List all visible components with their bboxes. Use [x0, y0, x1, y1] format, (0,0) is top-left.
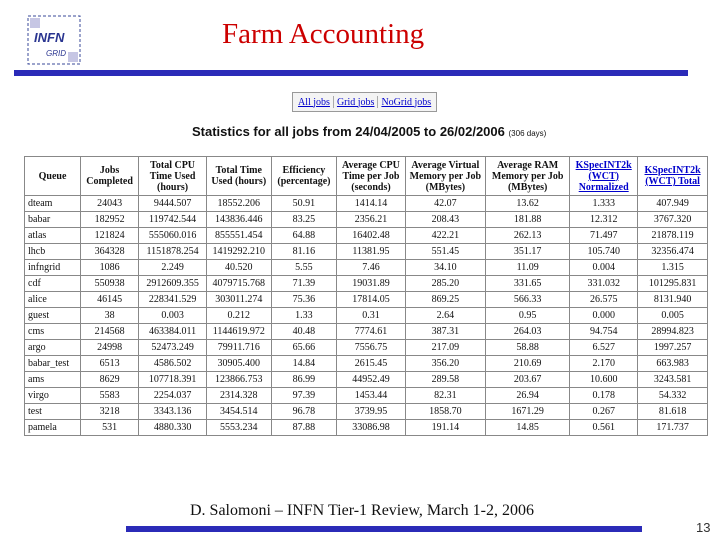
queue-name-cell: test — [25, 404, 80, 419]
table-cell: 9444.507 — [139, 196, 206, 211]
table-cell: 550938 — [81, 276, 138, 291]
table-cell: 303011.274 — [207, 292, 270, 307]
table-cell: 1144619.972 — [207, 324, 270, 339]
table-cell: 1151878.254 — [139, 244, 206, 259]
table-cell: 42.07 — [406, 196, 486, 211]
table-row — [25, 244, 707, 259]
table-cell: 75.36 — [272, 292, 337, 307]
table-cell: 4079715.768 — [207, 276, 270, 291]
table-cell: 2912609.355 — [139, 276, 206, 291]
table-cell: 2.64 — [406, 308, 486, 323]
table-row — [25, 196, 707, 211]
table-cell: 6.527 — [570, 340, 637, 355]
table-cell: 171.737 — [638, 420, 707, 435]
table-cell: 331.65 — [486, 276, 569, 291]
job-filter-tabs — [292, 92, 437, 112]
table-cell: 214568 — [81, 324, 138, 339]
table-cell: 107718.391 — [139, 372, 206, 387]
table-cell: 21878.119 — [638, 228, 707, 243]
table-cell: 26.94 — [486, 388, 569, 403]
table-cell: 1997.257 — [638, 340, 707, 355]
table-cell: 463384.011 — [139, 324, 206, 339]
table-cell: 3218 — [81, 404, 138, 419]
table-cell: 364328 — [81, 244, 138, 259]
table-cell: 331.032 — [570, 276, 637, 291]
table-cell: 663.983 — [638, 356, 707, 371]
table-cell: 2.170 — [570, 356, 637, 371]
statistics-title: Statistics for all jobs from 24/04/2005 to 26/02/2006 — [192, 124, 505, 139]
infn-grid-logo — [26, 14, 82, 66]
queue-name-cell: infngrid — [25, 260, 80, 275]
table-cell: 3243.581 — [638, 372, 707, 387]
table-cell: 3343.136 — [139, 404, 206, 419]
top-rule — [14, 70, 688, 76]
table-cell: 2314.328 — [207, 388, 270, 403]
tab-grid-jobs[interactable]: Grid jobs — [336, 96, 375, 108]
table-cell: 2.249 — [139, 260, 206, 275]
table-cell: 19031.89 — [337, 276, 404, 291]
queue-name-cell: atlas — [25, 228, 80, 243]
column-header[interactable]: KSpecINT2k (WCT) Normalized — [570, 157, 637, 195]
table-cell: 1419292.210 — [207, 244, 270, 259]
table-cell: 87.88 — [272, 420, 337, 435]
table-cell: 81.16 — [272, 244, 337, 259]
table-cell: 7774.61 — [337, 324, 404, 339]
table-cell: 79911.716 — [207, 340, 270, 355]
column-header: Total CPU Time Used (hours) — [139, 157, 206, 195]
table-cell: 7556.75 — [337, 340, 404, 355]
statistics-heading — [192, 124, 546, 139]
table-cell: 58.88 — [486, 340, 569, 355]
column-header: Efficiency (percentage) — [272, 157, 337, 195]
column-header[interactable]: KSpecINT2k (WCT) Total — [638, 157, 707, 195]
table-cell: 3454.514 — [207, 404, 270, 419]
queue-name-cell: cms — [25, 324, 80, 339]
table-cell: 181.88 — [486, 212, 569, 227]
table-header-row — [25, 157, 707, 195]
table-cell: 119742.544 — [139, 212, 206, 227]
table-cell: 71.39 — [272, 276, 337, 291]
table-cell: 50.91 — [272, 196, 337, 211]
table-cell: 217.09 — [406, 340, 486, 355]
table-cell: 38 — [81, 308, 138, 323]
queue-name-cell: cdf — [25, 276, 80, 291]
table-cell: 855551.454 — [207, 228, 270, 243]
table-cell: 3739.95 — [337, 404, 404, 419]
table-cell: 351.17 — [486, 244, 569, 259]
table-cell: 0.95 — [486, 308, 569, 323]
queue-name-cell: pamela — [25, 420, 80, 435]
table-cell: 11381.95 — [337, 244, 404, 259]
table-row — [25, 212, 707, 227]
table-cell: 24998 — [81, 340, 138, 355]
table-cell: 14.85 — [486, 420, 569, 435]
table-cell: 531 — [81, 420, 138, 435]
table-cell: 289.58 — [406, 372, 486, 387]
bottom-rule — [126, 526, 642, 532]
table-cell: 121824 — [81, 228, 138, 243]
table-cell: 32356.474 — [638, 244, 707, 259]
table-cell: 8131.940 — [638, 292, 707, 307]
table-row — [25, 276, 707, 291]
table-cell: 0.003 — [139, 308, 206, 323]
table-cell: 65.66 — [272, 340, 337, 355]
table-cell: 14.84 — [272, 356, 337, 371]
table-cell: 869.25 — [406, 292, 486, 307]
table-cell: 0.267 — [570, 404, 637, 419]
table-cell: 1858.70 — [406, 404, 486, 419]
column-header: Average RAM Memory per Job (MBytes) — [486, 157, 569, 195]
column-header: Average CPU Time per Job (seconds) — [337, 157, 404, 195]
table-cell: 407.949 — [638, 196, 707, 211]
queue-name-cell: dteam — [25, 196, 80, 211]
table-cell: 0.31 — [337, 308, 404, 323]
table-cell: 28994.823 — [638, 324, 707, 339]
table-row — [25, 308, 707, 323]
table-row — [25, 388, 707, 403]
queue-name-cell: alice — [25, 292, 80, 307]
table-cell: 0.004 — [570, 260, 637, 275]
table-cell: 2356.21 — [337, 212, 404, 227]
table-row — [25, 340, 707, 355]
footer-text: D. Salomoni – INFN Tier-1 Review, March 1-2, 2006 — [190, 502, 534, 519]
table-cell: 18552.206 — [207, 196, 270, 211]
table-cell: 17814.05 — [337, 292, 404, 307]
table-cell: 44952.49 — [337, 372, 404, 387]
tab-separator — [377, 96, 378, 108]
table-cell: 264.03 — [486, 324, 569, 339]
table-cell: 105.740 — [570, 244, 637, 259]
queue-name-cell: lhcb — [25, 244, 80, 259]
table-row — [25, 260, 707, 275]
table-cell: 40.520 — [207, 260, 270, 275]
table-row — [25, 356, 707, 371]
table-cell: 551.45 — [406, 244, 486, 259]
table-cell: 0.178 — [570, 388, 637, 403]
table-cell: 81.618 — [638, 404, 707, 419]
table-cell: 94.754 — [570, 324, 637, 339]
table-cell: 0.561 — [570, 420, 637, 435]
column-header: Queue — [25, 157, 80, 195]
column-header: Jobs Completed — [81, 157, 138, 195]
table-cell: 1453.44 — [337, 388, 404, 403]
table-cell: 182952 — [81, 212, 138, 227]
table-cell: 285.20 — [406, 276, 486, 291]
table-row — [25, 372, 707, 387]
queue-name-cell: babar — [25, 212, 80, 227]
table-cell: 3767.320 — [638, 212, 707, 227]
tab-separator — [333, 96, 334, 108]
table-cell: 2615.45 — [337, 356, 404, 371]
table-cell: 40.48 — [272, 324, 337, 339]
table-cell: 16402.48 — [337, 228, 404, 243]
queue-name-cell: argo — [25, 340, 80, 355]
queue-name-cell: babar_test — [25, 356, 80, 371]
tab-all-jobs[interactable]: All jobs — [298, 96, 330, 108]
table-cell: 4880.330 — [139, 420, 206, 435]
table-row — [25, 324, 707, 339]
table-cell: 33086.98 — [337, 420, 404, 435]
table-cell: 4586.502 — [139, 356, 206, 371]
table-cell: 101295.831 — [638, 276, 707, 291]
table-row — [25, 228, 707, 243]
logo-text-grid: GRID — [46, 49, 66, 58]
queue-name-cell: virgo — [25, 388, 80, 403]
table-cell: 11.09 — [486, 260, 569, 275]
logo-text-infn: INFN — [34, 30, 65, 45]
table-cell: 1086 — [81, 260, 138, 275]
table-cell: 0.212 — [207, 308, 270, 323]
table-cell: 1.33 — [272, 308, 337, 323]
table-cell: 46145 — [81, 292, 138, 307]
table-cell: 71.497 — [570, 228, 637, 243]
table-cell: 262.13 — [486, 228, 569, 243]
table-cell: 64.88 — [272, 228, 337, 243]
table-cell: 83.25 — [272, 212, 337, 227]
table-cell: 24043 — [81, 196, 138, 211]
table-cell: 356.20 — [406, 356, 486, 371]
table-cell: 1.315 — [638, 260, 707, 275]
page-number: 13 — [696, 520, 711, 535]
table-cell: 10.600 — [570, 372, 637, 387]
table-cell: 1414.14 — [337, 196, 404, 211]
queue-name-cell: ams — [25, 372, 80, 387]
table-cell: 5553.234 — [207, 420, 270, 435]
table-cell: 5.55 — [272, 260, 337, 275]
statistics-period-note: (306 days) — [508, 129, 547, 138]
table-cell: 12.312 — [570, 212, 637, 227]
table-cell: 26.575 — [570, 292, 637, 307]
tab-nogrid-jobs[interactable]: NoGrid jobs — [381, 96, 432, 108]
table-cell: 54.332 — [638, 388, 707, 403]
table-cell: 96.78 — [272, 404, 337, 419]
table-body — [25, 196, 707, 435]
table-cell: 0.005 — [638, 308, 707, 323]
column-header: Average Virtual Memory per Job (MBytes) — [406, 157, 486, 195]
table-cell: 228341.529 — [139, 292, 206, 307]
table-cell: 1671.29 — [486, 404, 569, 419]
accounting-table — [24, 156, 708, 436]
table-cell: 191.14 — [406, 420, 486, 435]
table-cell: 203.67 — [486, 372, 569, 387]
table-cell: 123866.753 — [207, 372, 270, 387]
table-cell: 143836.446 — [207, 212, 270, 227]
table-cell: 387.31 — [406, 324, 486, 339]
table-cell: 8629 — [81, 372, 138, 387]
table-cell: 566.33 — [486, 292, 569, 307]
table-cell: 0.000 — [570, 308, 637, 323]
column-header: Total Time Used (hours) — [207, 157, 270, 195]
table-cell: 7.46 — [337, 260, 404, 275]
table-cell: 6513 — [81, 356, 138, 371]
table-cell: 34.10 — [406, 260, 486, 275]
table-cell: 86.99 — [272, 372, 337, 387]
table-cell: 5583 — [81, 388, 138, 403]
table-cell: 97.39 — [272, 388, 337, 403]
table-row — [25, 420, 707, 435]
table-cell: 2254.037 — [139, 388, 206, 403]
table-cell: 13.62 — [486, 196, 569, 211]
table-cell: 208.43 — [406, 212, 486, 227]
slide-title: Farm Accounting — [222, 18, 425, 50]
table-cell: 422.21 — [406, 228, 486, 243]
table-cell: 1.333 — [570, 196, 637, 211]
table-cell: 52473.249 — [139, 340, 206, 355]
table-cell: 210.69 — [486, 356, 569, 371]
queue-name-cell: guest — [25, 308, 80, 323]
table-row — [25, 404, 707, 419]
table-cell: 30905.400 — [207, 356, 270, 371]
table-cell: 555060.016 — [139, 228, 206, 243]
table-cell: 82.31 — [406, 388, 486, 403]
table-row — [25, 292, 707, 307]
